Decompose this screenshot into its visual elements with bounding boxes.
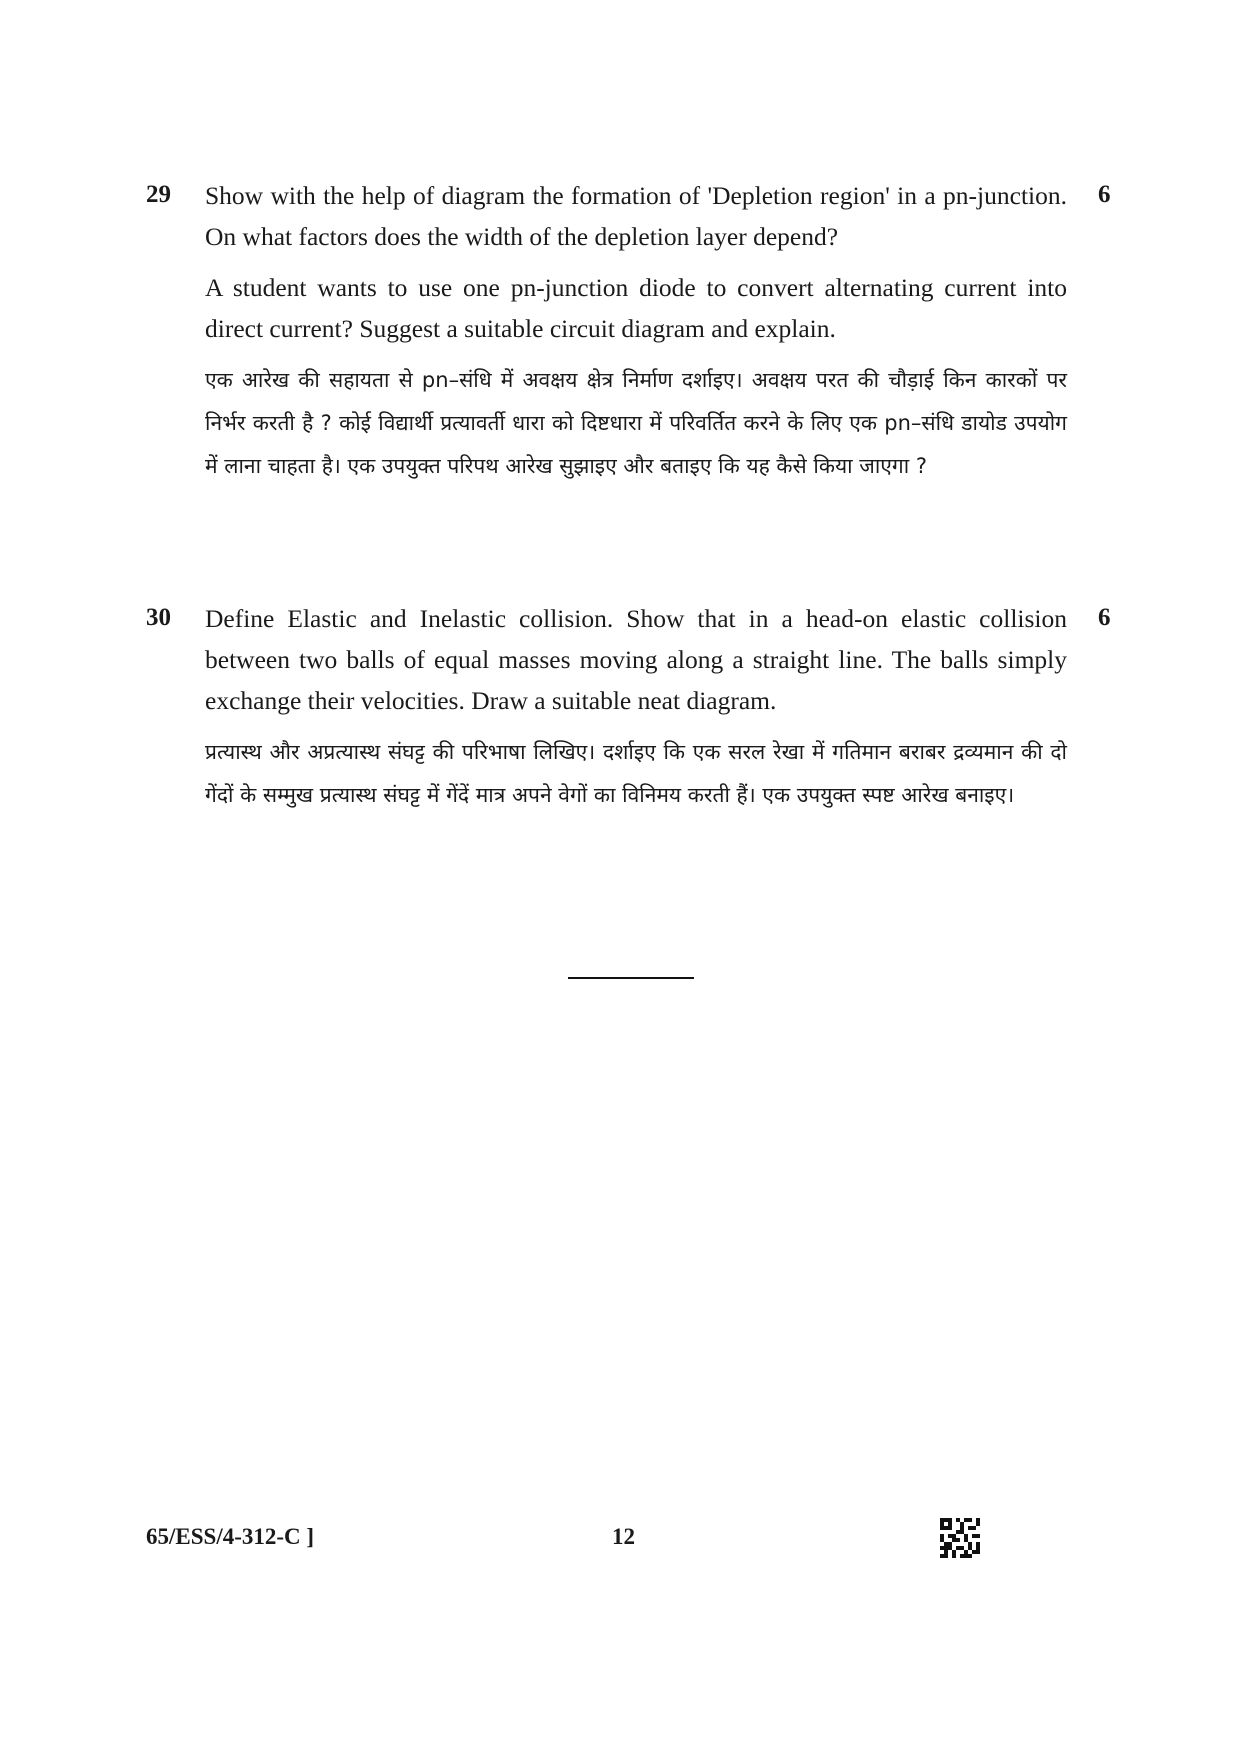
qr-code-icon [940,1518,980,1558]
question-body [205,598,1067,817]
english-paragraph: Show with the help of diagram the formation of 'Depletion region' in a pn-junction. On what factors does the width of the depletion layer depend? [205,181,1067,251]
english-paragraph: A student wants to use one pn-junction diode to convert alternating current into direct current? Suggest a suitable circuit diagram and explain. [205,273,1067,343]
question-number: 29 [146,181,171,208]
question-body [205,175,1067,488]
question-marks: 6 [1098,604,1111,631]
hindi-paragraph: एक आरेख की सहायता से pn–संधि में अवक्षय क्षेत्र निर्माण दर्शाइए। अवक्षय परत की चौड़ाई किन कारकों पर निर्भर करती है ? कोई विद्यार्थी प्रत्यावर्ती धारा को दिष्टधारा में परिवर्तित करने के लिए एक pn–संधि डायोड उपयोग में लाना चाहता है। एक उपयुक्त परिपथ आरेख सुझाइए और बताइए कि यह कैसे किया जाएगा ? [205,368,1067,478]
question-marks: 6 [1098,181,1111,208]
english-paragraph: Define Elastic and Inelastic collision. Show that in a head-on elastic collision between two balls of equal masses moving along a straight line. The balls simply exchange their velocities. Draw a suitable neat diagram. [205,604,1067,715]
paper-code: 65/ESS/4-312-C ] [146,1524,315,1549]
end-divider [568,977,694,979]
page-number: 12 [612,1524,635,1549]
question-number: 30 [146,604,171,631]
hindi-paragraph: प्रत्यास्थ और अप्रत्यास्थ संघट्ट की परिभाषा लिखिए। दर्शाइए कि एक सरल रेखा में गतिमान बराबर द्रव्यमान की दो गेंदों के सम्मुख प्रत्यास्थ संघट्ट में गेंदें मात्र अपने वेगों का विनिमय करती हैं। एक उपयुक्त स्पष्ट आरेख बनाइए। [205,740,1067,807]
